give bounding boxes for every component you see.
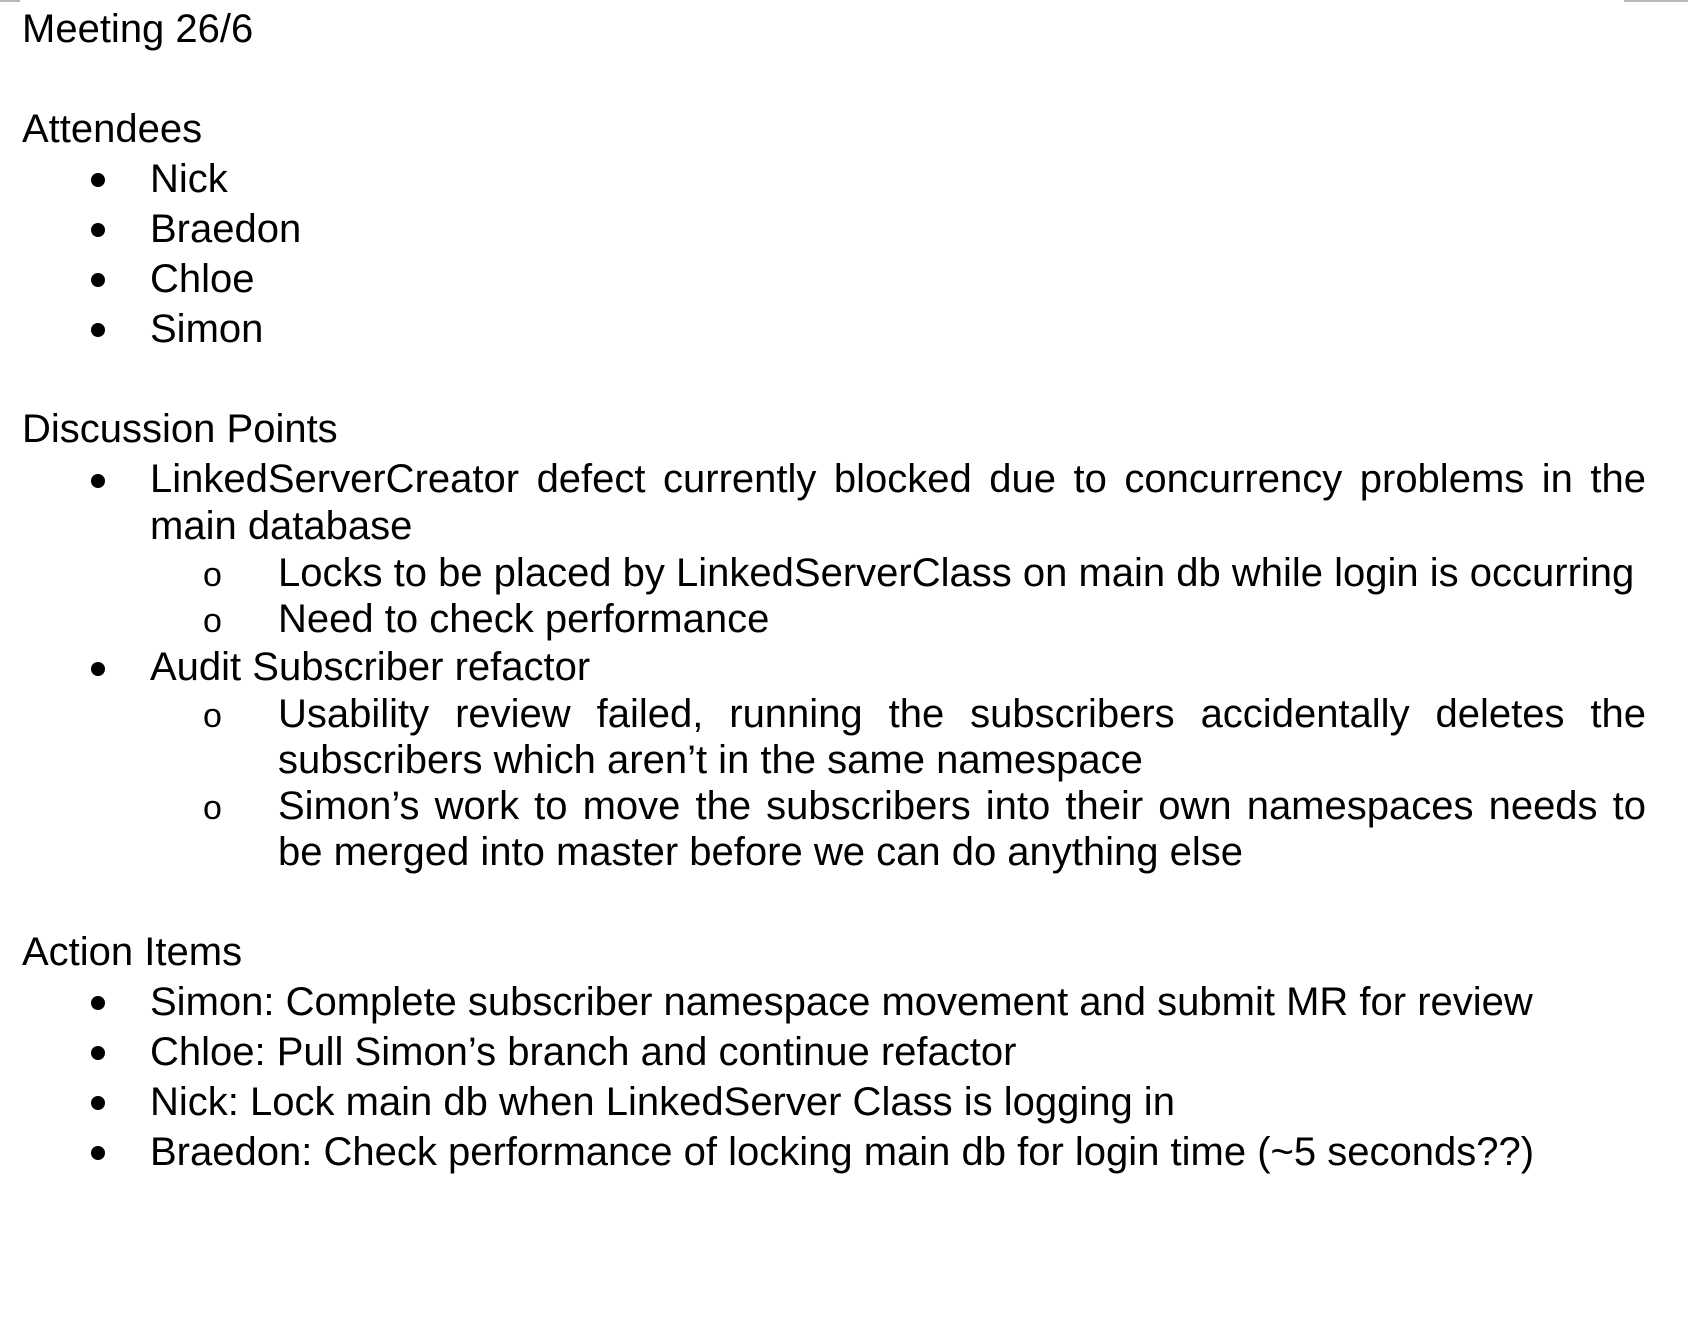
discussion-heading: Discussion Points	[22, 407, 338, 451]
bullet-icon	[91, 223, 105, 237]
action-item	[22, 1077, 1646, 1127]
attendee-item	[22, 254, 1646, 304]
discussion-item-text: Audit Subscriber refactor	[150, 645, 591, 689]
page-corner-mark-right	[1624, 0, 1688, 2]
attendee-name: Nick	[150, 157, 228, 201]
attendee-item	[22, 204, 1646, 254]
action-item-text: Nick: Lock main db when LinkedServer Class is logging in	[150, 1080, 1175, 1124]
action-item	[22, 977, 1646, 1027]
discussion-list	[22, 456, 1646, 875]
attendee-item	[22, 304, 1646, 354]
attendee-name: Simon	[150, 307, 264, 351]
attendees-list	[22, 154, 1622, 354]
bullet-icon	[91, 173, 105, 187]
attendee-name: Chloe	[150, 257, 255, 301]
bullet-icon	[91, 273, 105, 287]
meeting-notes-document	[22, 4, 1646, 1177]
spacer	[22, 875, 1622, 927]
bullet-icon	[91, 996, 105, 1010]
bullet-icon	[91, 1096, 105, 1110]
action-items-heading: Action Items	[22, 930, 243, 974]
document-title: Meeting 26/6	[22, 7, 254, 51]
sub-bullet-icon: o	[203, 556, 222, 594]
bullet-icon	[91, 323, 105, 337]
discussion-subitem	[22, 783, 1646, 875]
bullet-icon	[91, 662, 105, 676]
discussion-subitem-text: Simon’s work to move the subscribers into their own namespaces needs to be merged into master before we can do anything else	[278, 784, 1646, 874]
bullet-icon	[91, 1046, 105, 1060]
discussion-subitem-text: Usability review failed, running the subscribers accidentally deletes the subscribers which aren’t in the same namespace	[278, 692, 1646, 782]
bullet-icon	[91, 474, 105, 488]
action-item	[22, 1127, 1646, 1177]
discussion-item	[22, 456, 1646, 550]
attendees-heading: Attendees	[22, 107, 203, 151]
discussion-subitem-text: Need to check performance	[278, 597, 770, 641]
sub-bullet-icon: o	[203, 602, 222, 640]
action-items-list	[22, 977, 1622, 1177]
spacer	[22, 54, 1622, 104]
sub-bullet-icon: o	[203, 789, 222, 827]
page-corner-mark-left	[0, 0, 20, 2]
attendee-item	[22, 154, 1646, 204]
discussion-item	[22, 644, 1646, 691]
discussion-subitem	[22, 596, 1646, 642]
discussion-item-text: LinkedServerCreator defect currently blocked due to concurrency problems in the main database	[150, 457, 1646, 548]
action-item-text: Chloe: Pull Simon’s branch and continue refactor	[150, 1030, 1017, 1074]
attendee-name: Braedon	[150, 207, 302, 251]
discussion-subitem	[22, 691, 1646, 783]
action-item-text: Simon: Complete subscriber namespace movement and submit MR for review	[150, 980, 1533, 1024]
sub-bullet-icon: o	[203, 697, 222, 735]
spacer	[22, 354, 1622, 404]
discussion-subitem	[22, 550, 1646, 596]
action-item-text: Braedon: Check performance of locking main db for login time (~5 seconds??)	[150, 1130, 1535, 1174]
bullet-icon	[91, 1146, 105, 1160]
action-item	[22, 1027, 1646, 1077]
discussion-subitem-text: Locks to be placed by LinkedServerClass on main db while login is occurring	[278, 551, 1635, 595]
